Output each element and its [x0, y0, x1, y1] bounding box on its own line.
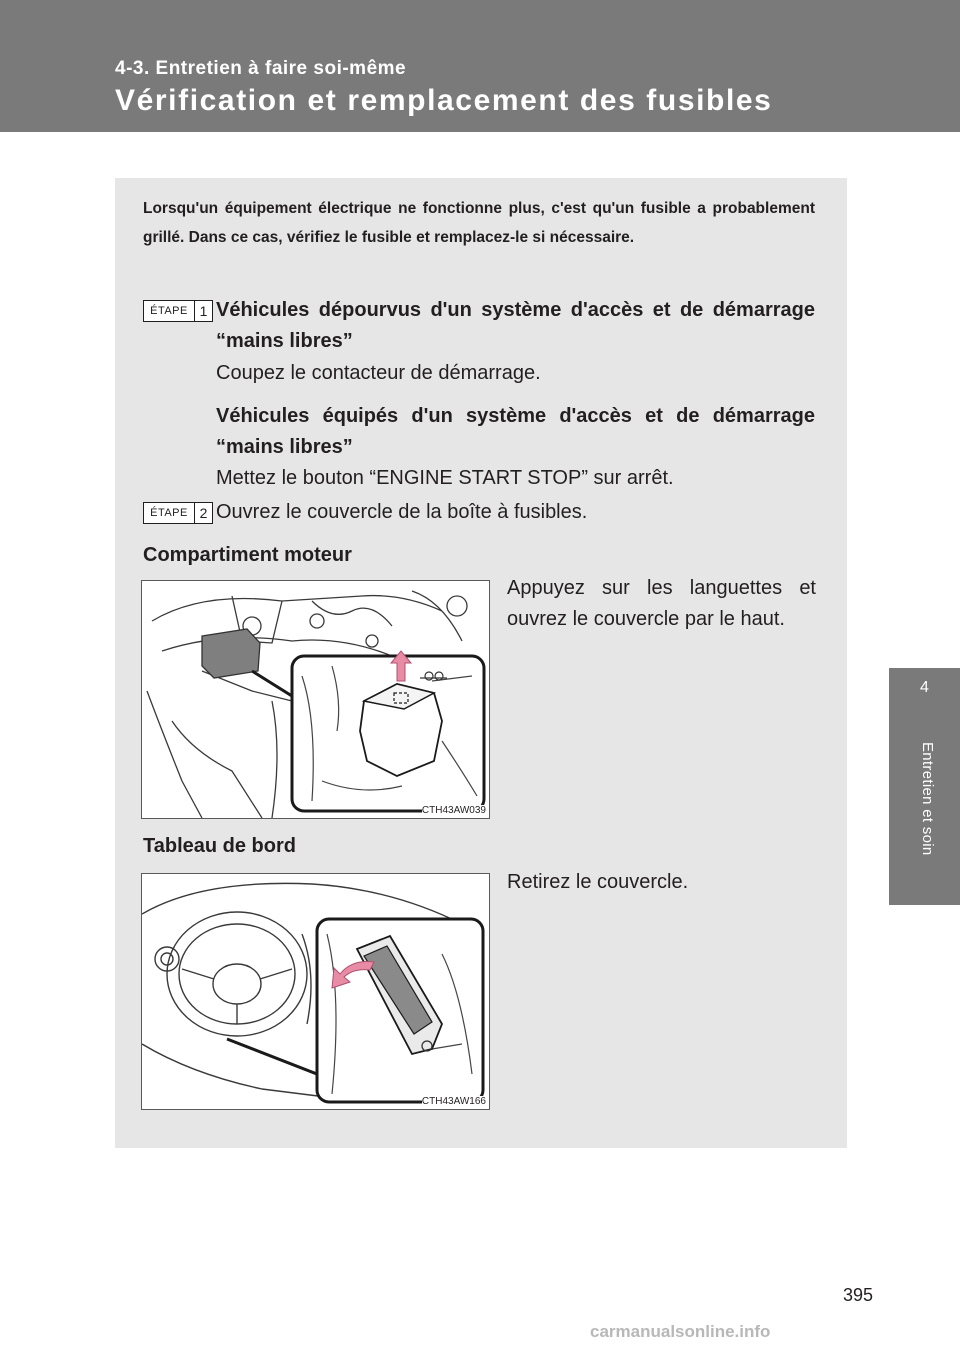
step-badge-label: ÉTAPE: [144, 503, 195, 523]
step-badge-number: 1: [199, 303, 208, 319]
step-1-instruction-a: Coupez le contacteur de démarrage.: [216, 362, 541, 384]
page-number: 395: [843, 1285, 874, 1305]
step-1-condition-a: Véhicules dépourvus d'un système d'accès et de démarrage “mains libres”: [216, 299, 815, 352]
step-badge-number: 2: [199, 505, 208, 521]
dashboard-heading: Tableau de bord: [143, 835, 296, 857]
intro-paragraph: Lorsqu'un équipement électrique ne fonctionne plus, c'est qu'un fusible a probablement grillé. Dans ce cas, vérifiez le fusible et remplacez-le si nécessaire.: [143, 200, 815, 246]
watermark: carmanualsonline.info: [590, 1322, 771, 1341]
step-1-instruction-b: Mettez le bouton “ENGINE START STOP” sur arrêt.: [216, 467, 674, 489]
engine-fuse-box-illustration: [141, 580, 490, 819]
chapter-number: 4: [920, 679, 929, 696]
figure-code: CTH43AW166: [421, 1096, 486, 1107]
step-1-condition-b: Véhicules équipés d'un système d'accès et de démarrage “mains libres”: [216, 405, 815, 458]
dashboard-drawing: [142, 874, 489, 1109]
dashboard-instruction: Retirez le couvercle.: [507, 871, 689, 893]
engine-instruction: Appuyez sur les languettes et ouvrez le couvercle par le haut.: [507, 577, 816, 630]
page-header: [0, 0, 960, 132]
step-2-badge: [143, 502, 213, 524]
page-title: Vérification et remplacement des fusibles: [115, 84, 773, 117]
figure-code: CTH43AW039: [421, 805, 486, 816]
engine-heading: Compartiment moteur: [143, 544, 352, 566]
step-2-instruction: Ouvrez le couvercle de la boîte à fusibles.: [216, 501, 588, 523]
dashboard-fuse-cover-illustration: [141, 873, 490, 1110]
step-badge-label: ÉTAPE: [144, 301, 195, 321]
section-label: 4-3. Entretien à faire soi-même: [115, 58, 407, 79]
chapter-tab[interactable]: [889, 668, 960, 905]
engine-drawing: [142, 581, 489, 818]
chapter-label: Entretien et soin: [919, 742, 936, 856]
step-1-badge: [143, 300, 213, 322]
